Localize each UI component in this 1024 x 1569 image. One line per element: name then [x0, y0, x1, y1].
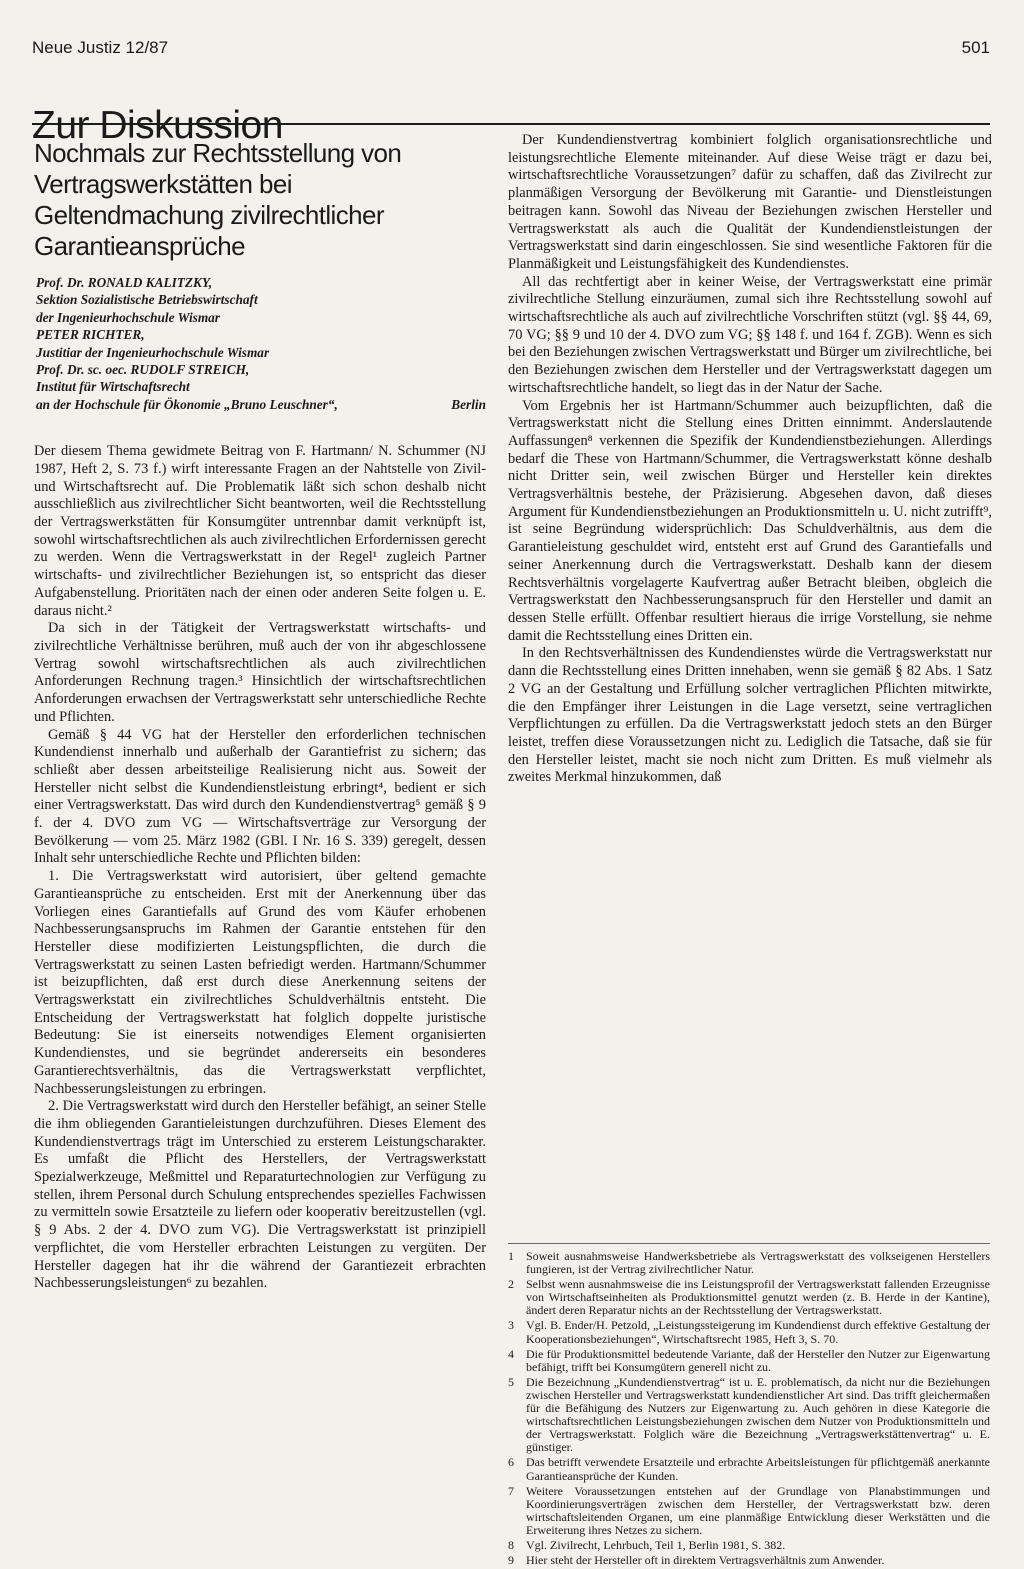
footnote-number: 6: [508, 1455, 514, 1470]
body-paragraph: 2. Die Vertragswerkstatt wird durch den Hersteller befähigt, an seiner Stelle die ihm obliegenden Garantieleistungen durchzuführen. Dieses Element des Kundendienstvertrags trägt im Unterschied zu ersterem Leistungscharakter. Es umfaßt die Pflicht des Herstellers, der Vertragswerkstatt Spezialwerkzeuge, Meßmittel und Reparaturtechnologien zur Verfügung zu stellen, ihrem Personal durch Schulung entsprechendes spezielles Fachwissen zu vermitteln sowie Ersatzteile zu liefern oder kooperativ bereitzustellen (vgl. § 9 Abs. 2 der 4. DVO zum VG). Die Vertragswerkstatt ist prinzipiell verpflichtet, die vom Hersteller erbrachten Leistungen zu vergüten. Der Hersteller dagegen hat ihr die während der Garantiezeit erbrachten Nachbesserungsleistungen⁶ zu bezahlen.: [34, 1098, 486, 1292]
author-line: Sektion Sozialistische Betriebswirtschaft: [36, 292, 258, 308]
footnote-text: Soweit ausnahmsweise Handwerksbetriebe als Vertragswerkstatt des volkseigenen Herstellers fungieren, ist der Vertrag zivilrechtlicher Natur.: [526, 1249, 990, 1277]
footnote: [508, 1539, 990, 1552]
footnote-number: 8: [508, 1537, 514, 1552]
body-paragraph: Der diesem Thema gewidmete Beitrag von F. Hartmann/ N. Schummer (NJ 1987, Heft 2, S. 73 f.) wirft interessante Fragen an der Nahtstelle von Zivil- und Wirtschaftsrecht auf. Die Problematik läßt sich schon deshalb nicht ausschließlich aus zivilrechtlicher Sicht beantworten, weil die Rechtsstellung der Vertragswerkstätten für Konsumgüter untrennbar damit verknüpft ist, sowohl wirtschaftsrechtlichen als auch zivilrechtlichen Erfordernissen gerecht zu werden. Wenn die Vertragswerkstatt in der Regel¹ zugleich Partner wirtschafts- und zivilrechtlicher Beziehungen ist, so entspricht das dieser Aufgabenstellung. Prioritäten nach der einen oder anderen Seite folgen u. E. daraus nicht.²: [34, 443, 486, 619]
footnote-number: 2: [508, 1277, 514, 1292]
footnote-text: Hier steht der Hersteller oft in direktem Vertragsverhältnis zum Anwender.: [526, 1553, 885, 1568]
footnotes: [508, 1243, 990, 1569]
footnote-text: Selbst wenn ausnahmsweise die ins Leistungsprofil der Vertragswerkstatt fallenden Erzeugnisse von Wirtschaftseinheiten als Produktionsmittel genutzt werden (z. B. Herde in der Kantine), ändert deren Reparatur nichts an der Rechtsstellung der Vertragswerkstatt.: [526, 1277, 990, 1318]
author-institution: an der Hochschule für Ökonomie „Bruno Leuschner“,: [36, 396, 338, 412]
author-line: Prof. Dr. sc. oec. RUDOLF STREICH,: [36, 362, 250, 378]
body-paragraph: Vom Ergebnis her ist Hartmann/Schummer auch beizupflichten, daß die Vertragswerkstatt nicht die Stellung eines Dritten einnimmt. Anderslautende Auffassungen⁸ verkennen die Spezifik der Kundendienstbeziehungen. Allerdings bedarf die These von Hartmann/Schummer, die Vertragswerkstatt könne deshalb nicht Dritter sein, weil zwischen Bürger und Hersteller kein direktes Vertragsverhältnis bestehe, der Präzisierung. Abgesehen davon, daß dieses Argument für Kundendienstbeziehungen an Produktionsmitteln u. U. nicht zutrifft⁹, ist seine Begründung widersprüchlich: Das Schuldverhältnis, aus dem die Garantieleistung geschuldet wird, entsteht erst auf Grund des Garantiefalls und seiner Anerkennung durch die Vertragswerkstatt. Deshalb kann der diesem Rechtsverhältnis vorgelagerte Kaufvertrag außer Betracht bleiben, obgleich die Vertragswerkstatt den Nachbesserungsanspruch für den Hersteller und damit an dessen Stelle erfüllt. Offenbar resultiert hieraus die irrige Vorstellung, sie nehme damit die Rechtsstellung eines Dritten ein.: [508, 397, 992, 644]
footnote-text: Die Bezeichnung „Kundendienstvertrag“ ist u. E. problematisch, da nicht nur die Beziehungen zwischen Hersteller und Vertragswerkstatt kundendienstlicher Art sind. Das trifft gleichermaßen für die Befähigung des Nutzers zur Eigenwartung zu. Auch gehören in diese Kategorie die wirtschaftsrechtlichen Leistungsbeziehungen zwischen dem Nutzer von Produktionsmitteln und der Vertragswerkstatt. Folglich wäre die Bezeichnung „Vertragswerkstättenvertrag“ u. E. günstiger.: [526, 1374, 990, 1455]
author-city: Berlin: [451, 396, 486, 412]
footnote: [508, 1554, 990, 1567]
page-header: [32, 38, 990, 60]
page-number: 501: [961, 38, 990, 57]
author-line: Institut für Wirtschaftsrecht: [36, 379, 190, 395]
footnote: [508, 1319, 990, 1345]
body-paragraph: Der Kundendienstvertrag kombiniert folglich organisationsrechtliche und leistungsrechtliche Elemente miteinander. Auf diese Weise trägt er dazu bei, wirtschaftsrechtliche Voraussetzungen⁷ dafür zu schaffen, daß das Zivilrecht zur planmäßigen Versorgung der Bevölkerung mit Garantie- und Dienstleistungen beitragen kann. Sowohl das Niveau der Beziehungen zwischen Hersteller und Vertragswerkstatt als auch die Qualität der Kundendienstleistungen der Vertragswerkstatt sind darin eingeschlossen. Sie sind wesentliche Faktoren für die Planmäßigkeit und Leistungsfähigkeit des Kundendienstes.: [508, 132, 992, 272]
footnote-text: Vgl. B. Ender/H. Petzold, „Leistungssteigerung im Kundendienst durch effektive Gestaltung der Kooperationsbeziehungen“, Wirtschaftsrecht 1985, Heft 3, S. 70.: [526, 1318, 990, 1346]
footnote: [508, 1376, 990, 1455]
body-paragraph: In den Rechtsverhältnissen des Kundendienstes würde die Vertragswerkstatt nur dann die Rechtsstellung eines Dritten innehaben, wenn sie gemäß § 82 Abs. 1 Satz 2 VG an der Gestaltung und Erfüllung solcher vertraglichen Pflichten mitwirkte, die den Empfänger ihrer Leistungen in die Lage versetzt, seine vertraglichen Verpflichtungen zu erfüllen. Da die Vertragswerkstatt jedoch stets an den Bürger leistet, treffen diese Voraussetzungen nicht zu. Lediglich die Tatsache, daß sie für den Hersteller leistet, macht sie noch nicht zum Dritten. Es muß vielmehr als zweites Merkmal hinzukommen, daß: [508, 645, 992, 786]
footnote: [508, 1348, 990, 1374]
body-paragraph: 1. Die Vertragswerkstatt wird autorisiert, über geltend gemachte Garantieansprüche zu entscheiden. Erst mit der Anerkennung über das Vorliegen eines Garantiefalls auf Grund des vom Käufer erhobenen Nachbesserungsanspruchs im Rahmen der Garantie entstehen für den Hersteller diese modifizierten Leistungspflichten, die durch die Vertragswerkstatt zu seinen Lasten befriedigt werden. Hartmann/Schummer ist beizupflichten, daß erst durch diese Anerkennung seitens der Vertragswerkstatt ein zivilrechtliches Schuldverhältnis entsteht. Die Entscheidung der Vertragswerkstatt hat folglich doppelte juristische Bedeutung: Sie ist einerseits notwendiges Element organisierten Kundendienstes, und sie begründet andererseits ein besonderes Garantierechtsverhältnis, das die Vertragswerkstatt verpflichtet, Nachbesserungsleistungen zu erbringen.: [34, 868, 486, 1097]
footnote: [508, 1278, 990, 1317]
footnote-number: 1: [508, 1249, 514, 1263]
author-line: Justitiar der Ingenieurhochschule Wismar: [36, 344, 270, 360]
left-column: [34, 132, 486, 1293]
footnote: [508, 1250, 990, 1276]
footnote: [508, 1456, 990, 1482]
article-title: Nochmals zur Rechtsstellung von Vertragswerkstätten bei Geltendmachung zivilrechtlicher Garantieansprüche: [34, 138, 402, 261]
footnote-text: Weitere Voraussetzungen entstehen auf der Grundlage von Planabstimmungen und Koordinierungsverträgen zwischen dem Hersteller, der Vertragswerkstatt bzw. deren wirtschaftsleitenden Organen, um eine planmäßige Entwicklung dieser Werkstätten und die Erweiterung ihres Netzes zu sichern.: [526, 1483, 990, 1537]
body-paragraph: All das rechtfertigt aber in keiner Weise, der Vertragswerkstatt eine primär zivilrechtliche Stellung einzuräumen, zumal sich ihre Rechtsstellung sowohl auf wirtschaftsrechtliche als auch auf zivilrechtliche Vorschriften stützt (vgl. §§ 44, 69, 70 VG; §§ 9 und 10 der 4. DVO zum VG; §§ 148 f. und 164 f. ZGB). Wenn es sich bei den Beziehungen zwischen Vertragswerkstatt und Bürger um zivilrechtliche, bei den Beziehungen zwischen dem Hersteller und der Vertragswerkstatt dagegen um wirtschaftsrechtliche handelt, so liegt das in der Natur der Sache.: [508, 273, 992, 396]
section-divider: [32, 123, 990, 125]
body-paragraph: Da sich in der Tätigkeit der Vertragswerkstatt wirtschafts- und zivilrechtliche Verhältnisse berühren, muß auch der von ihr abgeschlossene Vertrag sowohl wirtschaftsrechtlichen als auch zivilrechtlichen Anforderungen Rechnung tragen.³ Hinsichtlich der wirtschaftsrechtlichen Anforderungen erwachsen der Vertragswerkstatt sehr unterschiedliche Rechte und Pflichten.: [34, 620, 486, 725]
section-title: Zur Diskussion: [32, 104, 283, 148]
footnote-text: Das betrifft verwendete Ersatzteile und erbrachte Arbeitsleistungen für pflichtgemäß anerkannte Garantieansprüche der Kunden.: [526, 1455, 990, 1483]
footnote-number: 9: [508, 1553, 514, 1568]
body-paragraph: Gemäß § 44 VG hat der Hersteller den erforderlichen technischen Kundendienst innerhalb und außerhalb der Garantiefrist zu sichern; das schließt aber dessen arbeitsteilige Realisierung nicht aus. Soweit der Hersteller nicht selbst die Kundendienstleistung erbringt⁴, bedient er sich einer Vertragswerkstatt. Das wird durch den Kundendienstvertrag⁵ gemäß § 9 f. der 4. DVO zum VG — Wirtschaftsverträge zur Versorgung der Bevölkerung — vom 25. März 1982 (GBl. I Nr. 16 S. 339) geregelt, dessen Inhalt sehr unterschiedliche Rechte und Pflichten bilden:: [34, 726, 486, 867]
footnote-text: Die für Produktionsmittel bedeutende Variante, daß der Hersteller den Nutzer zur Eigenwartung befähigt, trifft bei Konsumgütern generell nicht zu.: [526, 1346, 990, 1374]
author-line: PETER RICHTER,: [36, 327, 145, 343]
footnote-number: 5: [508, 1374, 514, 1389]
author-line: Prof. Dr. RONALD KALITZKY,: [36, 275, 213, 290]
right-column: [508, 132, 992, 787]
author-line: der Ingenieurhochschule Wismar: [36, 309, 220, 325]
journal-issue: Neue Justiz 12/87: [32, 38, 169, 57]
footnote-number: 7: [508, 1483, 514, 1498]
footnote: [508, 1485, 990, 1537]
footnote-number: 4: [508, 1346, 514, 1361]
author-block: [36, 274, 486, 413]
author-line: [36, 396, 486, 413]
footnote-text: Vgl. Zivilrecht, Lehrbuch, Teil 1, Berlin 1981, S. 382.: [526, 1537, 786, 1552]
footnote-number: 3: [508, 1318, 514, 1333]
